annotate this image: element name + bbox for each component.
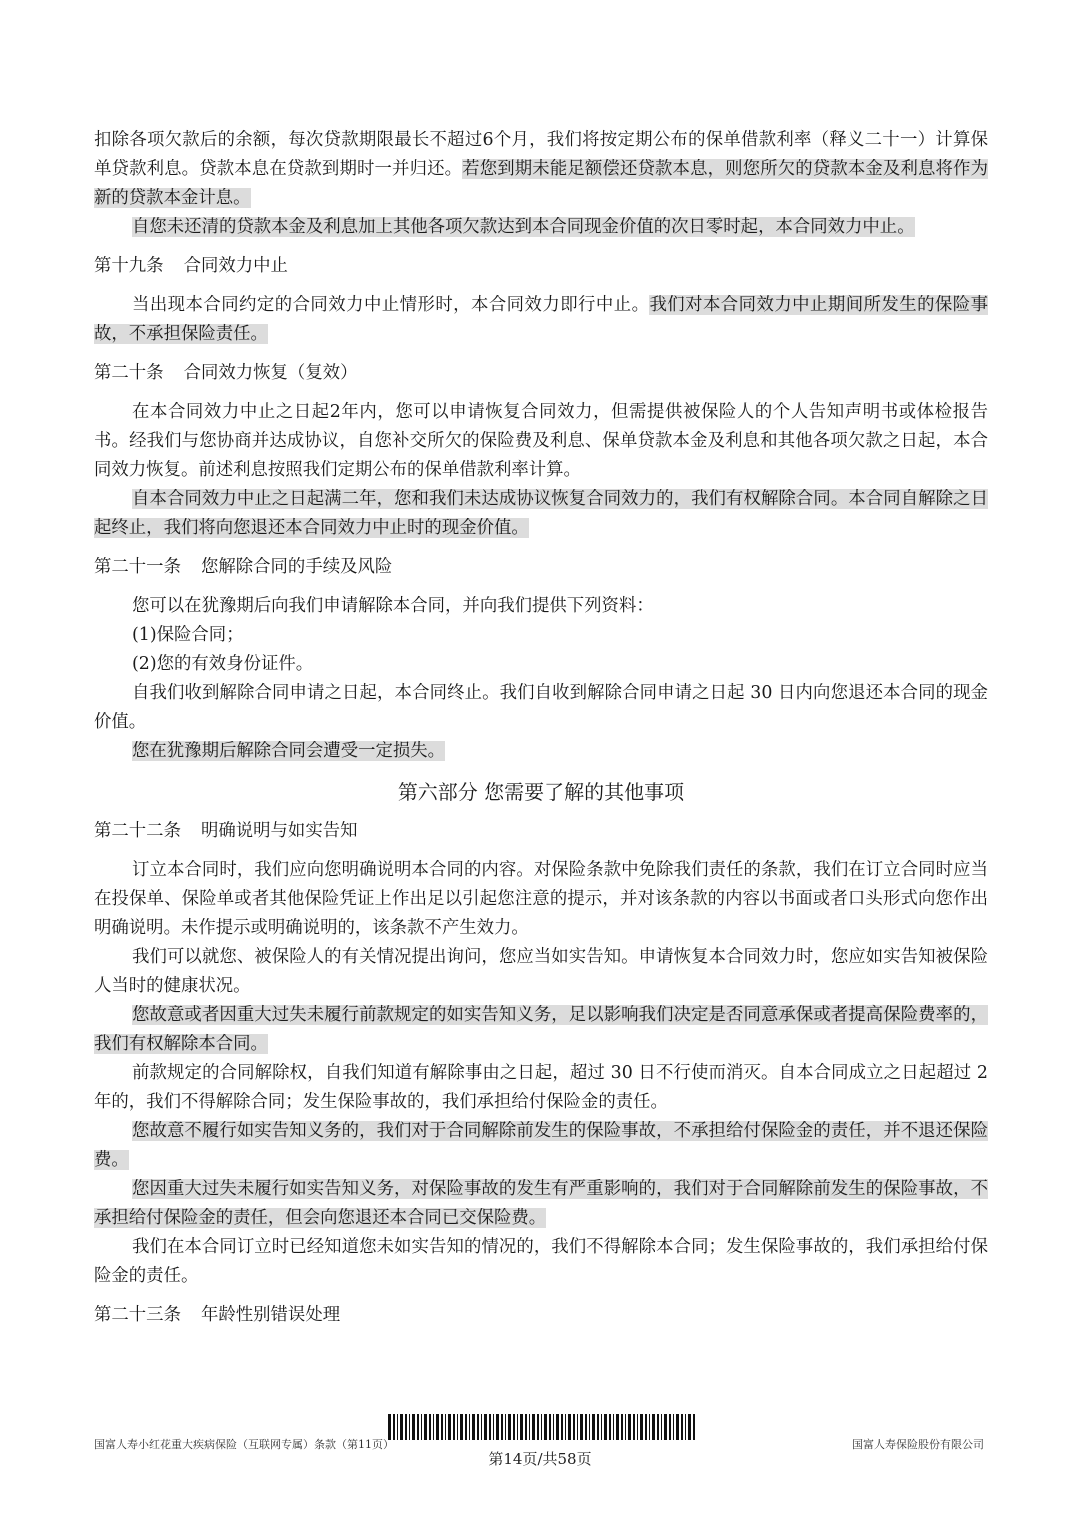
section-number: 第十九条 bbox=[94, 256, 164, 276]
highlighted-text: 若您到期未能足额偿还贷款本息，则您所欠的贷款本金及利息将作为新的贷款本金计息。 bbox=[94, 159, 988, 208]
highlighted-text: 您故意不履行如实告知义务的，我们对于合同解除前发生的保险事故，不承担给付保险金的责任，并不退还保险费。 bbox=[94, 1121, 988, 1170]
text: 扣除各项欠款后的余额，每次贷款期限最长不超过6个月，我们将按定期公布的保单借款利率（释义二十一）计算保单贷款利息。贷款本息在贷款到期时一并归还。 bbox=[94, 130, 988, 179]
highlighted-text: 自本合同效力中止之日起满二年，您和我们未达成协议恢复合同效力的，我们有权解除合同。本合同自解除之日起终止，我们将向您退还本合同效力中止时的现金价值。 bbox=[94, 489, 988, 538]
highlighted-text: 您因重大过失未履行如实告知义务，对保险事故的发生有严重影响的，我们对于合同解除前发生的保险事故，不承担给付保险金的责任，但会向您退还本合同已交保险费。 bbox=[94, 1179, 988, 1228]
paragraph: 我们可以就您、被保险人的有关情况提出询问，您应当如实告知。申请恢复本合同效力时，您应如实告知被保险人当时的健康状况。 bbox=[94, 947, 988, 996]
section-title: 合同效力中止 bbox=[183, 256, 288, 276]
paragraph: 自我们收到解除合同申请之日起，本合同终止。我们自收到解除合同申请之日起 30 日内向您退还本合同的现金价值。 bbox=[94, 683, 988, 732]
footer-document-title: 国富人寿小红花重大疾病保险（互联网专属）条款（第11页） bbox=[94, 1438, 394, 1451]
highlighted-text: 自您未还清的贷款本金及利息加上其他各项欠款达到本合同现金价值的次日零时起，本合同效力中止。 bbox=[132, 217, 915, 237]
paragraph bbox=[94, 737, 988, 766]
highlighted-text: 您故意或者因重大过失未履行前款规定的如实告知义务，足以影响我们决定是否同意承保或者提高保险费率的，我们有权解除本合同。 bbox=[94, 1005, 988, 1054]
section-heading bbox=[94, 1301, 988, 1330]
paragraph: 您可以在犹豫期后向我们申请解除本合同，并向我们提供下列资料： bbox=[132, 596, 654, 616]
section-title: 合同效力恢复（复效） bbox=[183, 363, 358, 383]
section-heading bbox=[94, 252, 988, 281]
paragraph bbox=[94, 1001, 988, 1059]
section-heading bbox=[94, 553, 988, 582]
section-title: 明确说明与如实告知 bbox=[200, 821, 358, 841]
list-item: (1)保险合同； bbox=[132, 625, 244, 645]
paragraph: 我们在本合同订立时已经知道您未如实告知的情况的，我们不得解除本合同；发生保险事故的，我们承担给付保险金的责任。 bbox=[94, 1237, 988, 1286]
paragraph bbox=[94, 485, 988, 543]
barcode-image bbox=[388, 1414, 696, 1440]
section-heading bbox=[94, 359, 988, 388]
paragraph bbox=[94, 291, 988, 349]
paragraph bbox=[94, 1175, 988, 1233]
section-number: 第二十条 bbox=[94, 363, 164, 383]
section-number: 第二十三条 bbox=[94, 1305, 181, 1325]
section-title: 您解除合同的手续及风险 bbox=[200, 557, 393, 577]
section-title: 年龄性别错误处理 bbox=[200, 1305, 341, 1325]
page-number: 第14页/共58页 bbox=[488, 1450, 592, 1468]
paragraph: 在本合同效力中止之日起2年内，您可以申请恢复合同效力，但需提供被保险人的个人告知声明书或体检报告书。经我们与您协商并达成协议，自您补交所欠的保险费及利息、保单贷款本金及利息和其他各项欠款之日起，本合同效力恢复。前述利息按照我们定期公布的保单借款利率计算。 bbox=[94, 402, 988, 480]
highlighted-text: 我们对本合同效力中止期间所发生的保险事故，不承担保险责任。 bbox=[94, 295, 988, 344]
paragraph: 前款规定的合同解除权，自我们知道有解除事由之日起，超过 30 日不行使而消灭。自本合同成立之日起超过 2 年的，我们不得解除合同；发生保险事故的，我们承担给付保险金的责任。 bbox=[94, 1063, 988, 1112]
footer-company: 国富人寿保险股份有限公司 bbox=[852, 1438, 984, 1451]
paragraph bbox=[94, 213, 988, 242]
section-number: 第二十二条 bbox=[94, 821, 181, 841]
section-number: 第二十一条 bbox=[94, 557, 181, 577]
highlighted-text: 您在犹豫期后解除合同会遭受一定损失。 bbox=[132, 741, 446, 761]
paragraph bbox=[94, 126, 988, 213]
part-title: 第六部分 您需要了解的其他事项 bbox=[397, 780, 685, 804]
document-body bbox=[94, 126, 988, 1340]
paragraph: 订立本合同时，我们应向您明确说明本合同的内容。对保险条款中免除我们责任的条款，我们在订立合同时应当在投保单、保险单或者其他保险凭证上作出足以引起您注意的提示，并对该条款的内容以书面或者口头形式向您作出明确说明。未作提示或明确说明的，该条款不产生效力。 bbox=[94, 860, 988, 938]
section-heading bbox=[94, 817, 988, 846]
text: 当出现本合同约定的合同效力中止情形时，本合同效力即行中止。 bbox=[132, 295, 650, 315]
list-item: (2)您的有效身份证件。 bbox=[132, 654, 314, 674]
paragraph bbox=[94, 1117, 988, 1175]
